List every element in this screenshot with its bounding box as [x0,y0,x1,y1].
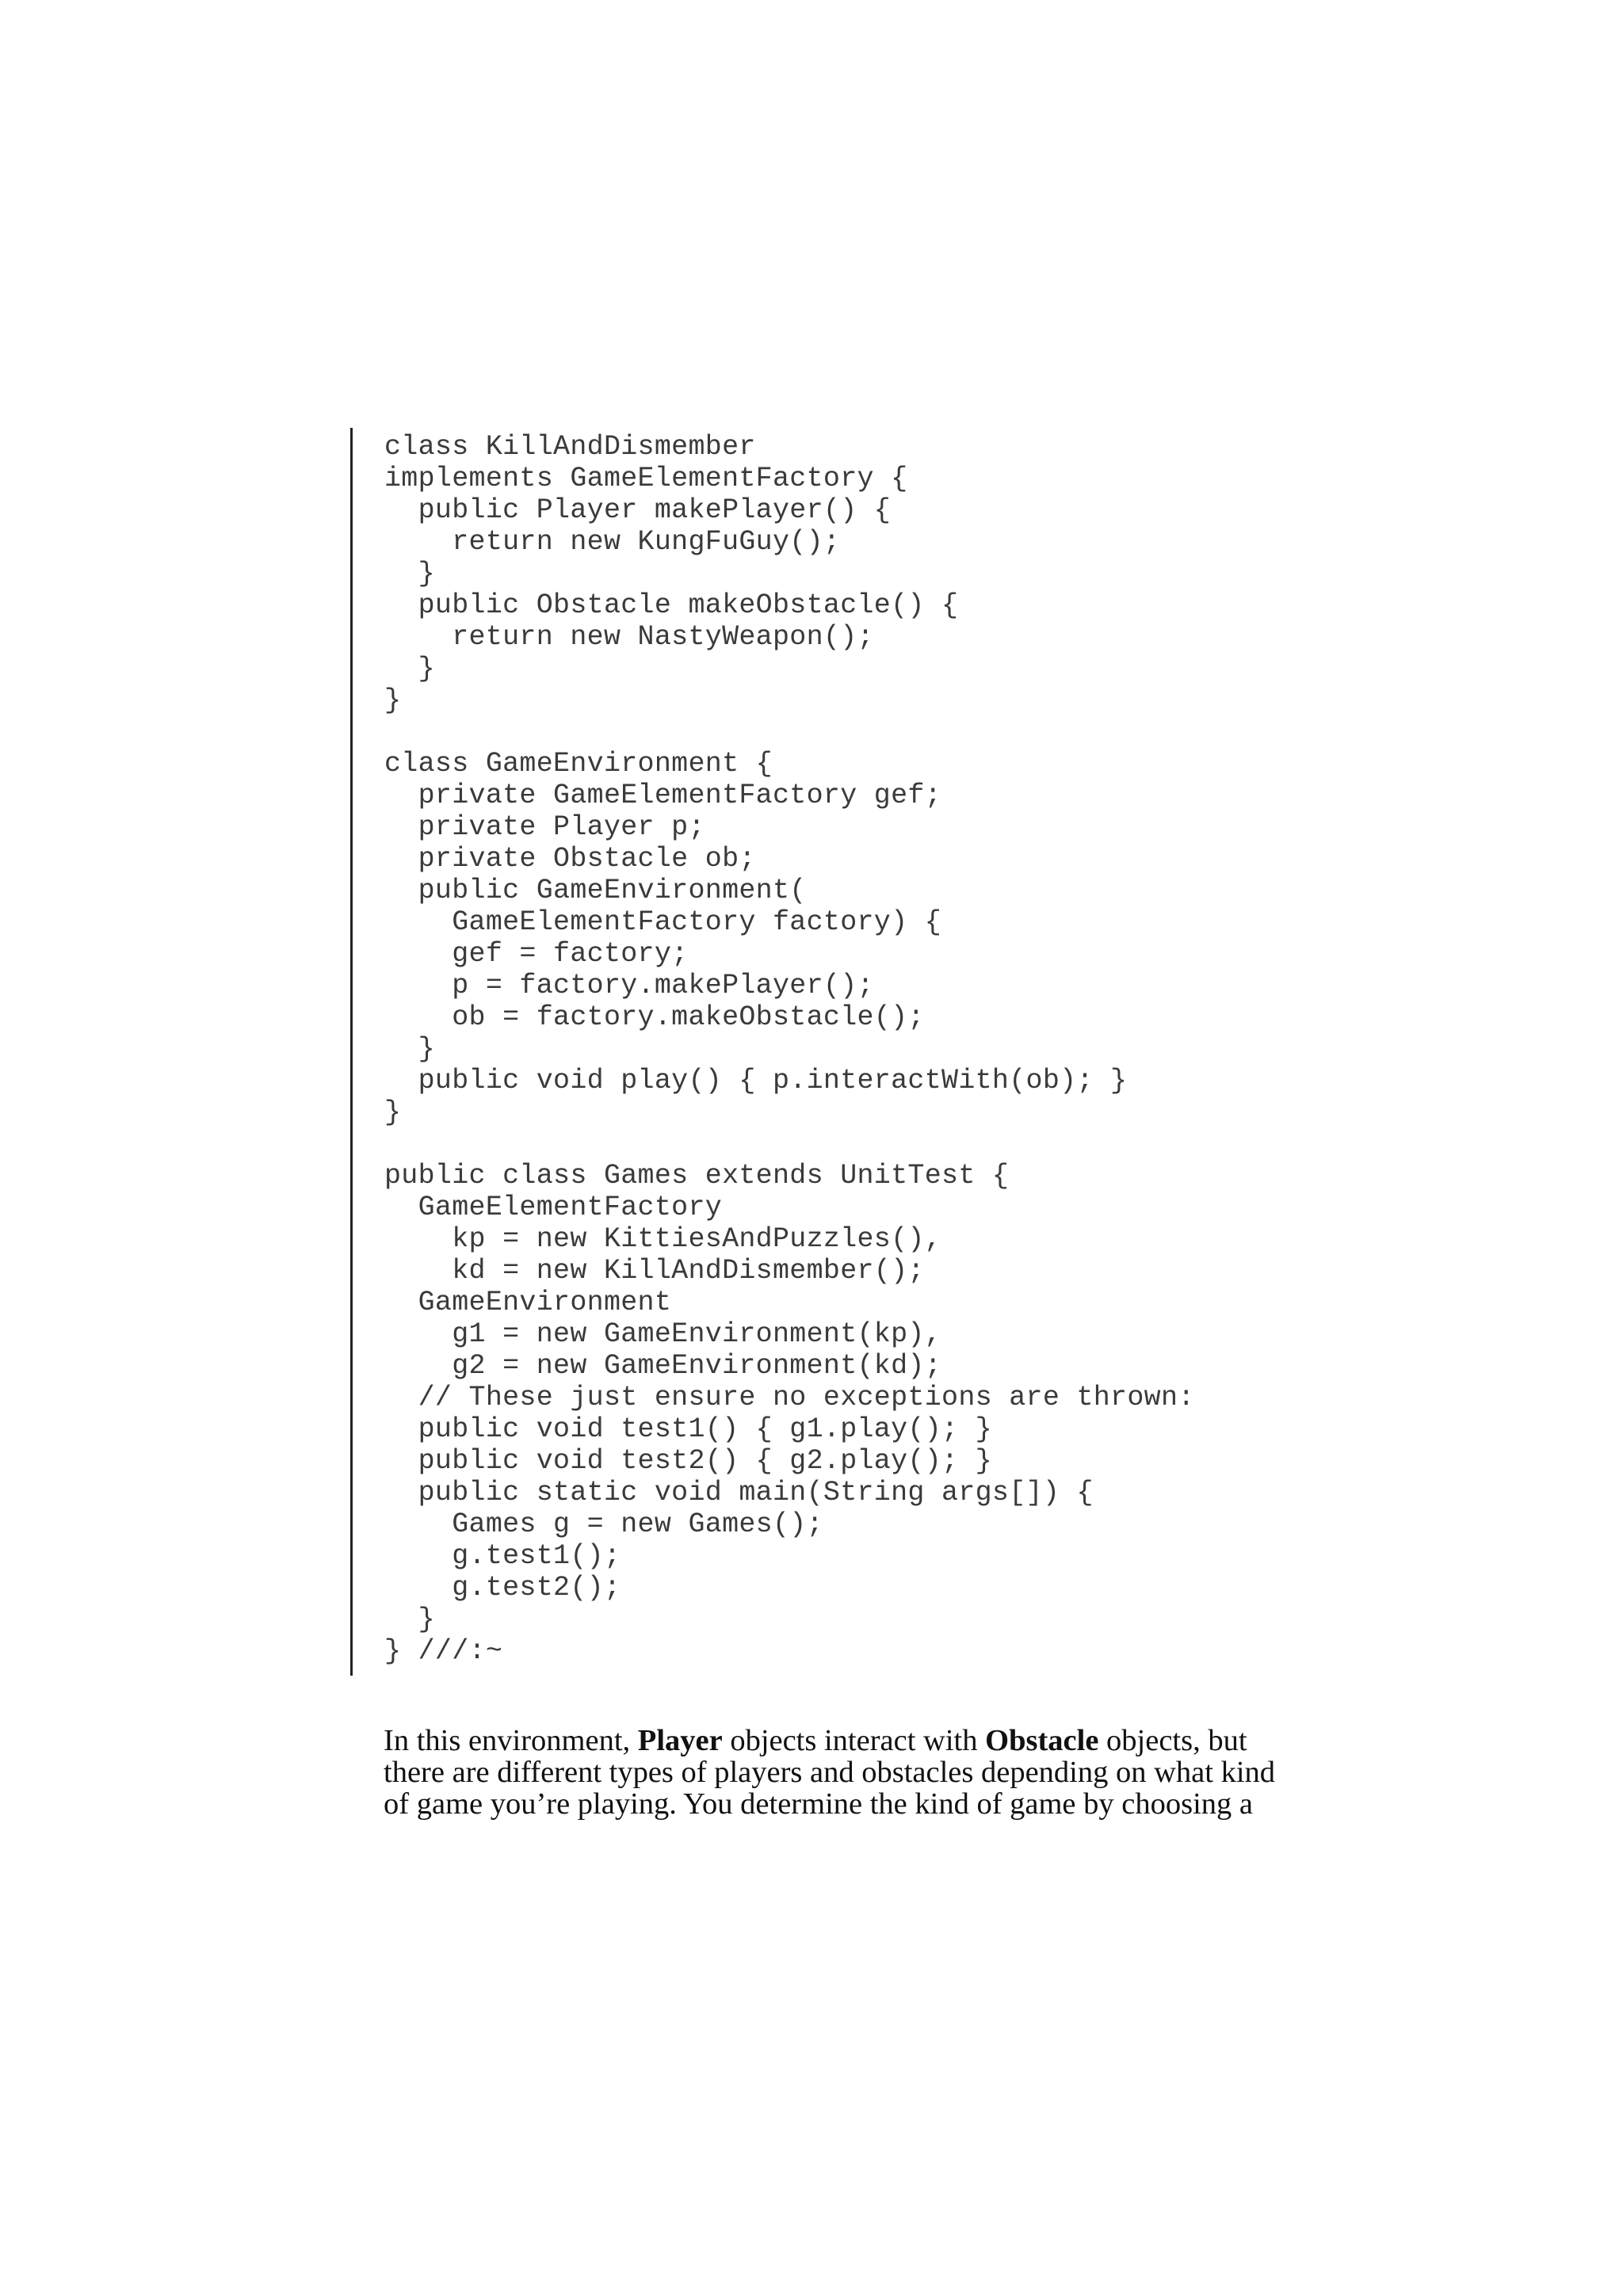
code-line: public void test2() { g2.play(); } [384,1445,992,1477]
code-line: gef = factory; [384,938,689,970]
body-paragraph [384,1725,1366,1820]
code-line: // These just ensure no exceptions are thrown: [384,1382,1195,1413]
code-line: class GameEnvironment { [384,748,773,780]
code-line: ob = factory.makeObstacle(); [384,1001,925,1033]
code-line: kp = new KittiesAndPuzzles(), [384,1223,942,1255]
code-line: g2 = new GameEnvironment(kd); [384,1350,942,1382]
code-line: } [384,1604,435,1635]
text-fragment: objects, but [1098,1724,1247,1757]
code-line: implements GameElementFactory { [384,463,908,494]
code-line: private GameElementFactory gef; [384,780,942,811]
code-line: return new NastyWeapon(); [384,621,874,653]
paragraph-line-3: of game you’re playing. You determine the kind of game by choosing a [384,1787,1254,1821]
code-line: private Player p; [384,811,705,843]
paragraph-line-2: there are different types of players and obstacles depending on what kind [384,1756,1276,1789]
code-line: Games g = new Games(); [384,1508,823,1540]
code-line: g.test1(); [384,1540,621,1572]
code-line: public void test1() { g1.play(); } [384,1413,992,1445]
code-line: public class Games extends UnitTest { [384,1160,1010,1192]
text-fragment: objects interact with [722,1724,986,1757]
code-line: public Obstacle makeObstacle() { [384,589,959,621]
code-line: public void play() { p.interactWith(ob); } [384,1065,1128,1097]
obstacle-term: Obstacle [985,1724,1099,1757]
code-line: } [384,1033,435,1065]
code-line: kd = new KillAndDismember(); [384,1255,925,1287]
code-line: return new KungFuGuy(); [384,526,841,558]
text-fragment: In this environment, [384,1724,638,1757]
player-term: Player [637,1724,723,1757]
code-line: public GameEnvironment( [384,875,807,906]
code-line: private Obstacle ob; [384,843,756,875]
paragraph-line-1 [384,1725,1366,1756]
code-line: class KillAndDismember [384,431,756,463]
code-line: } [384,653,435,685]
code-line: g1 = new GameEnvironment(kp), [384,1318,942,1350]
code-line: p = factory.makePlayer(); [384,970,874,1001]
code-line: } [384,685,402,716]
code-line: } [384,1097,402,1128]
code-line: GameElementFactory factory) { [384,906,942,938]
code-line: } ///:~ [384,1635,503,1667]
code-line: public static void main(String args[]) { [384,1477,1094,1508]
code-line: public Player makePlayer() { [384,494,892,526]
code-line: } [384,558,435,589]
code-line: g.test2(); [384,1572,621,1604]
code-line: GameElementFactory [384,1192,723,1223]
code-listing [350,428,1381,1676]
code-line: GameEnvironment [384,1287,672,1318]
